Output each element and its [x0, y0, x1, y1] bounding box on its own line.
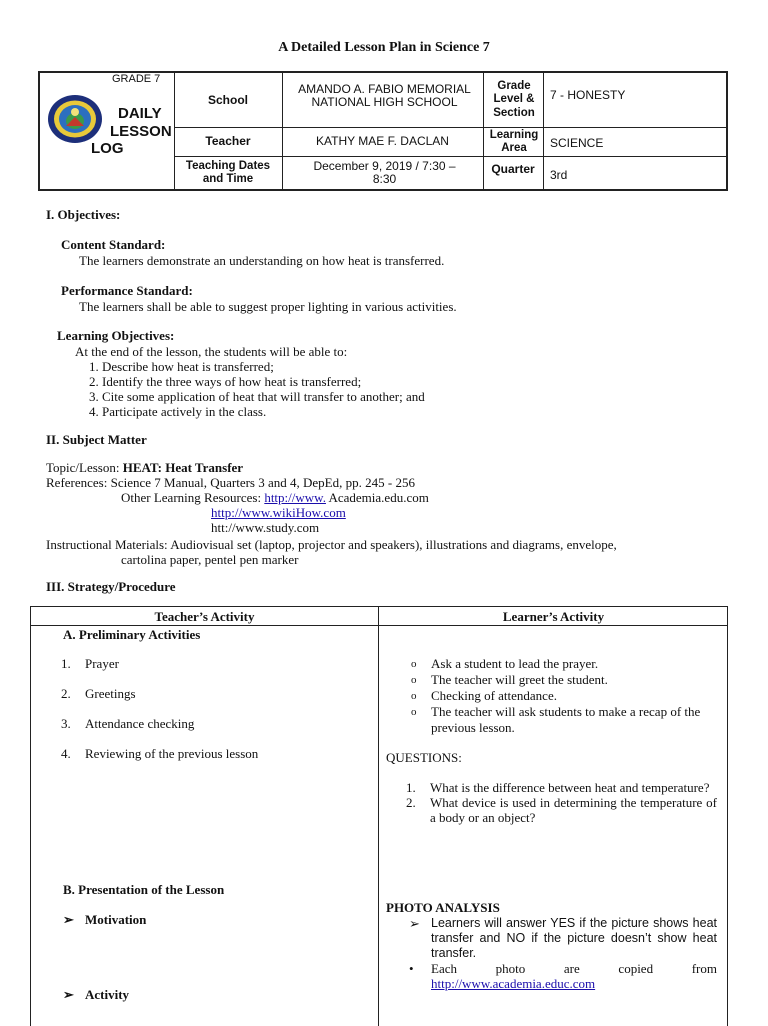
question-text: What device is used in determining the temperature of a body or an object?	[430, 795, 717, 825]
grade-label: GRADE 7	[112, 73, 161, 85]
school-value: AMANDO A. FABIO MEMORIAL NATIONAL HIGH SCHOOL	[298, 82, 471, 109]
learner-item-text: The teacher will greet the student.	[431, 672, 608, 687]
photo-arrow-text: Learners will answer YES if the picture shows heat transfer and NO if the picture doesn’t show heat transfer.	[431, 916, 717, 960]
circle-bullet-icon: o	[411, 706, 417, 718]
performance-standard-text: The learners shall be able to suggest proper lighting in various activities.	[79, 299, 457, 314]
motivation-item	[63, 912, 146, 928]
materials-line-1: Instructional Materials: Audiovisual set (laptop, projector and speakers), illustrations and diagrams, envelope,	[46, 537, 617, 552]
circle-bullet-icon: o	[411, 658, 417, 670]
learner-item-text: Checking of attendance.	[431, 688, 557, 703]
other-resources-line	[121, 490, 429, 506]
resource-link-wikihow-line	[211, 505, 346, 521]
objectives-heading: I. Objectives:	[46, 207, 121, 222]
teacher-item-num: 3.	[61, 716, 71, 731]
strategy-heading: III. Strategy/Procedure	[46, 579, 176, 594]
objective-item: 2. Identify the three ways of how heat is transferred;	[89, 374, 362, 389]
topic-line	[46, 460, 243, 476]
topic-label: Topic/Lesson:	[46, 460, 123, 475]
lesson-label: LESSON	[110, 123, 172, 140]
other-resources-label: Other Learning Resources:	[121, 490, 265, 505]
learner-item-text: Ask a student to lead the prayer.	[431, 656, 599, 671]
photo-source-link[interactable]: http://www.academia.educ.com	[431, 976, 596, 991]
learner-activity-header: Learner’s Activity	[502, 609, 605, 624]
presentation-heading: B. Presentation of the Lesson	[63, 882, 225, 897]
other-resources-rest: Academia.edu.com	[325, 490, 429, 505]
photo-bullet-item	[409, 961, 717, 976]
log-label: LOG	[91, 140, 124, 157]
dot-bullet-icon: •	[409, 961, 414, 976]
teacher-item-num: 2.	[61, 686, 71, 701]
resource-study: htt://www.study.com	[211, 520, 320, 535]
references-line: References: Science 7 Manual, Quarters 3 and 4, DepEd, pp. 245 - 256	[46, 475, 415, 490]
activity-label: Activity	[85, 987, 130, 1002]
question-item	[406, 795, 717, 825]
photo-analysis-heading: PHOTO ANALYSIS	[386, 900, 500, 915]
resource-link-wikihow[interactable]: http://www.wikiHow.com	[211, 505, 346, 520]
arrow-bullet-icon: ➢	[409, 916, 420, 931]
objective-item: 1. Describe how heat is transferred;	[89, 359, 274, 374]
document-title: A Detailed Lesson Plan in Science 7	[278, 40, 490, 55]
teacher-activity-header: Teacher’s Activity	[154, 609, 255, 624]
teacher-label: Teacher	[205, 134, 251, 148]
activity-item	[63, 987, 129, 1003]
learning-area-value: SCIENCE	[550, 136, 604, 150]
circle-bullet-icon: o	[411, 690, 417, 702]
circle-bullet-icon: o	[411, 674, 417, 686]
learning-objectives-intro: At the end of the lesson, the students will be able to:	[75, 344, 348, 359]
questions-list	[406, 780, 717, 825]
materials-line-2: cartolina paper, pentel pen marker	[121, 552, 299, 567]
teacher-item	[61, 716, 194, 732]
teacher-item	[61, 656, 119, 672]
photo-analysis-list	[409, 916, 717, 991]
question-text: What is the difference between heat and temperature?	[430, 780, 710, 795]
motivation-label: Motivation	[85, 912, 147, 927]
teacher-value: KATHY MAE F. DACLAN	[316, 134, 449, 148]
teacher-item-text: Greetings	[85, 686, 136, 701]
daily-lesson-log-header	[38, 71, 728, 191]
topic-value: HEAT: Heat Transfer	[122, 460, 244, 475]
school-label: School	[207, 92, 248, 107]
content-standard-text: The learners demonstrate an understanding on how heat is transferred.	[79, 253, 445, 268]
learner-item	[411, 704, 717, 736]
question-item	[406, 780, 717, 795]
objective-item: 4. Participate actively in the class.	[89, 404, 267, 419]
daily-label: DAILY	[118, 105, 162, 122]
grade-level-label: Grade Level & Section	[493, 79, 535, 119]
procedure-table	[30, 606, 728, 1026]
learner-items-list	[411, 656, 717, 736]
quarter-value: 3rd	[550, 167, 568, 182]
teaching-dates-label: Teaching Dates and Time	[185, 160, 271, 185]
learning-area-label: Learning Area	[489, 128, 539, 154]
arrow-bullet-icon: ➢	[63, 987, 74, 1002]
arrow-bullet-icon: ➢	[63, 912, 74, 927]
questions-heading: QUESTIONS:	[386, 750, 462, 765]
teacher-item-text: Prayer	[85, 656, 119, 671]
resource-link-academia[interactable]: http://www.	[264, 490, 326, 505]
learner-item	[411, 656, 717, 672]
learner-item-text: The teacher will ask students to make a recap of the previous lesson.	[431, 704, 701, 735]
learning-objectives-heading: Learning Objectives:	[57, 328, 175, 343]
teacher-item-num: 4.	[61, 746, 71, 761]
teaching-dates-value: December 9, 2019 / 7:30 – 8:30	[313, 159, 456, 186]
photo-arrow-item	[409, 916, 717, 961]
grade-level-value: 7 - HONESTY	[550, 87, 626, 102]
photo-bullet-text: Each photo are copied from	[431, 961, 717, 976]
quarter-label: Quarter	[491, 161, 535, 176]
photo-link-line	[409, 976, 717, 991]
content-standard-heading: Content Standard:	[61, 237, 166, 252]
deped-seal-logo	[46, 93, 104, 145]
learner-item	[411, 688, 717, 704]
subject-matter-heading: II. Subject Matter	[46, 432, 147, 447]
preliminary-activities-heading: A. Preliminary Activities	[63, 627, 201, 642]
performance-standard-heading: Performance Standard:	[61, 283, 193, 298]
question-num: 2.	[406, 795, 416, 810]
teacher-item-text: Reviewing of the previous lesson	[85, 746, 259, 761]
learner-item	[411, 672, 717, 688]
teacher-item-num: 1.	[61, 656, 71, 671]
teacher-item-text: Attendance checking	[85, 716, 195, 731]
question-num: 1.	[406, 780, 416, 795]
objective-item: 3. Cite some application of heat that will transfer to another; and	[89, 389, 425, 404]
teacher-item	[61, 746, 258, 762]
teacher-item	[61, 686, 136, 702]
